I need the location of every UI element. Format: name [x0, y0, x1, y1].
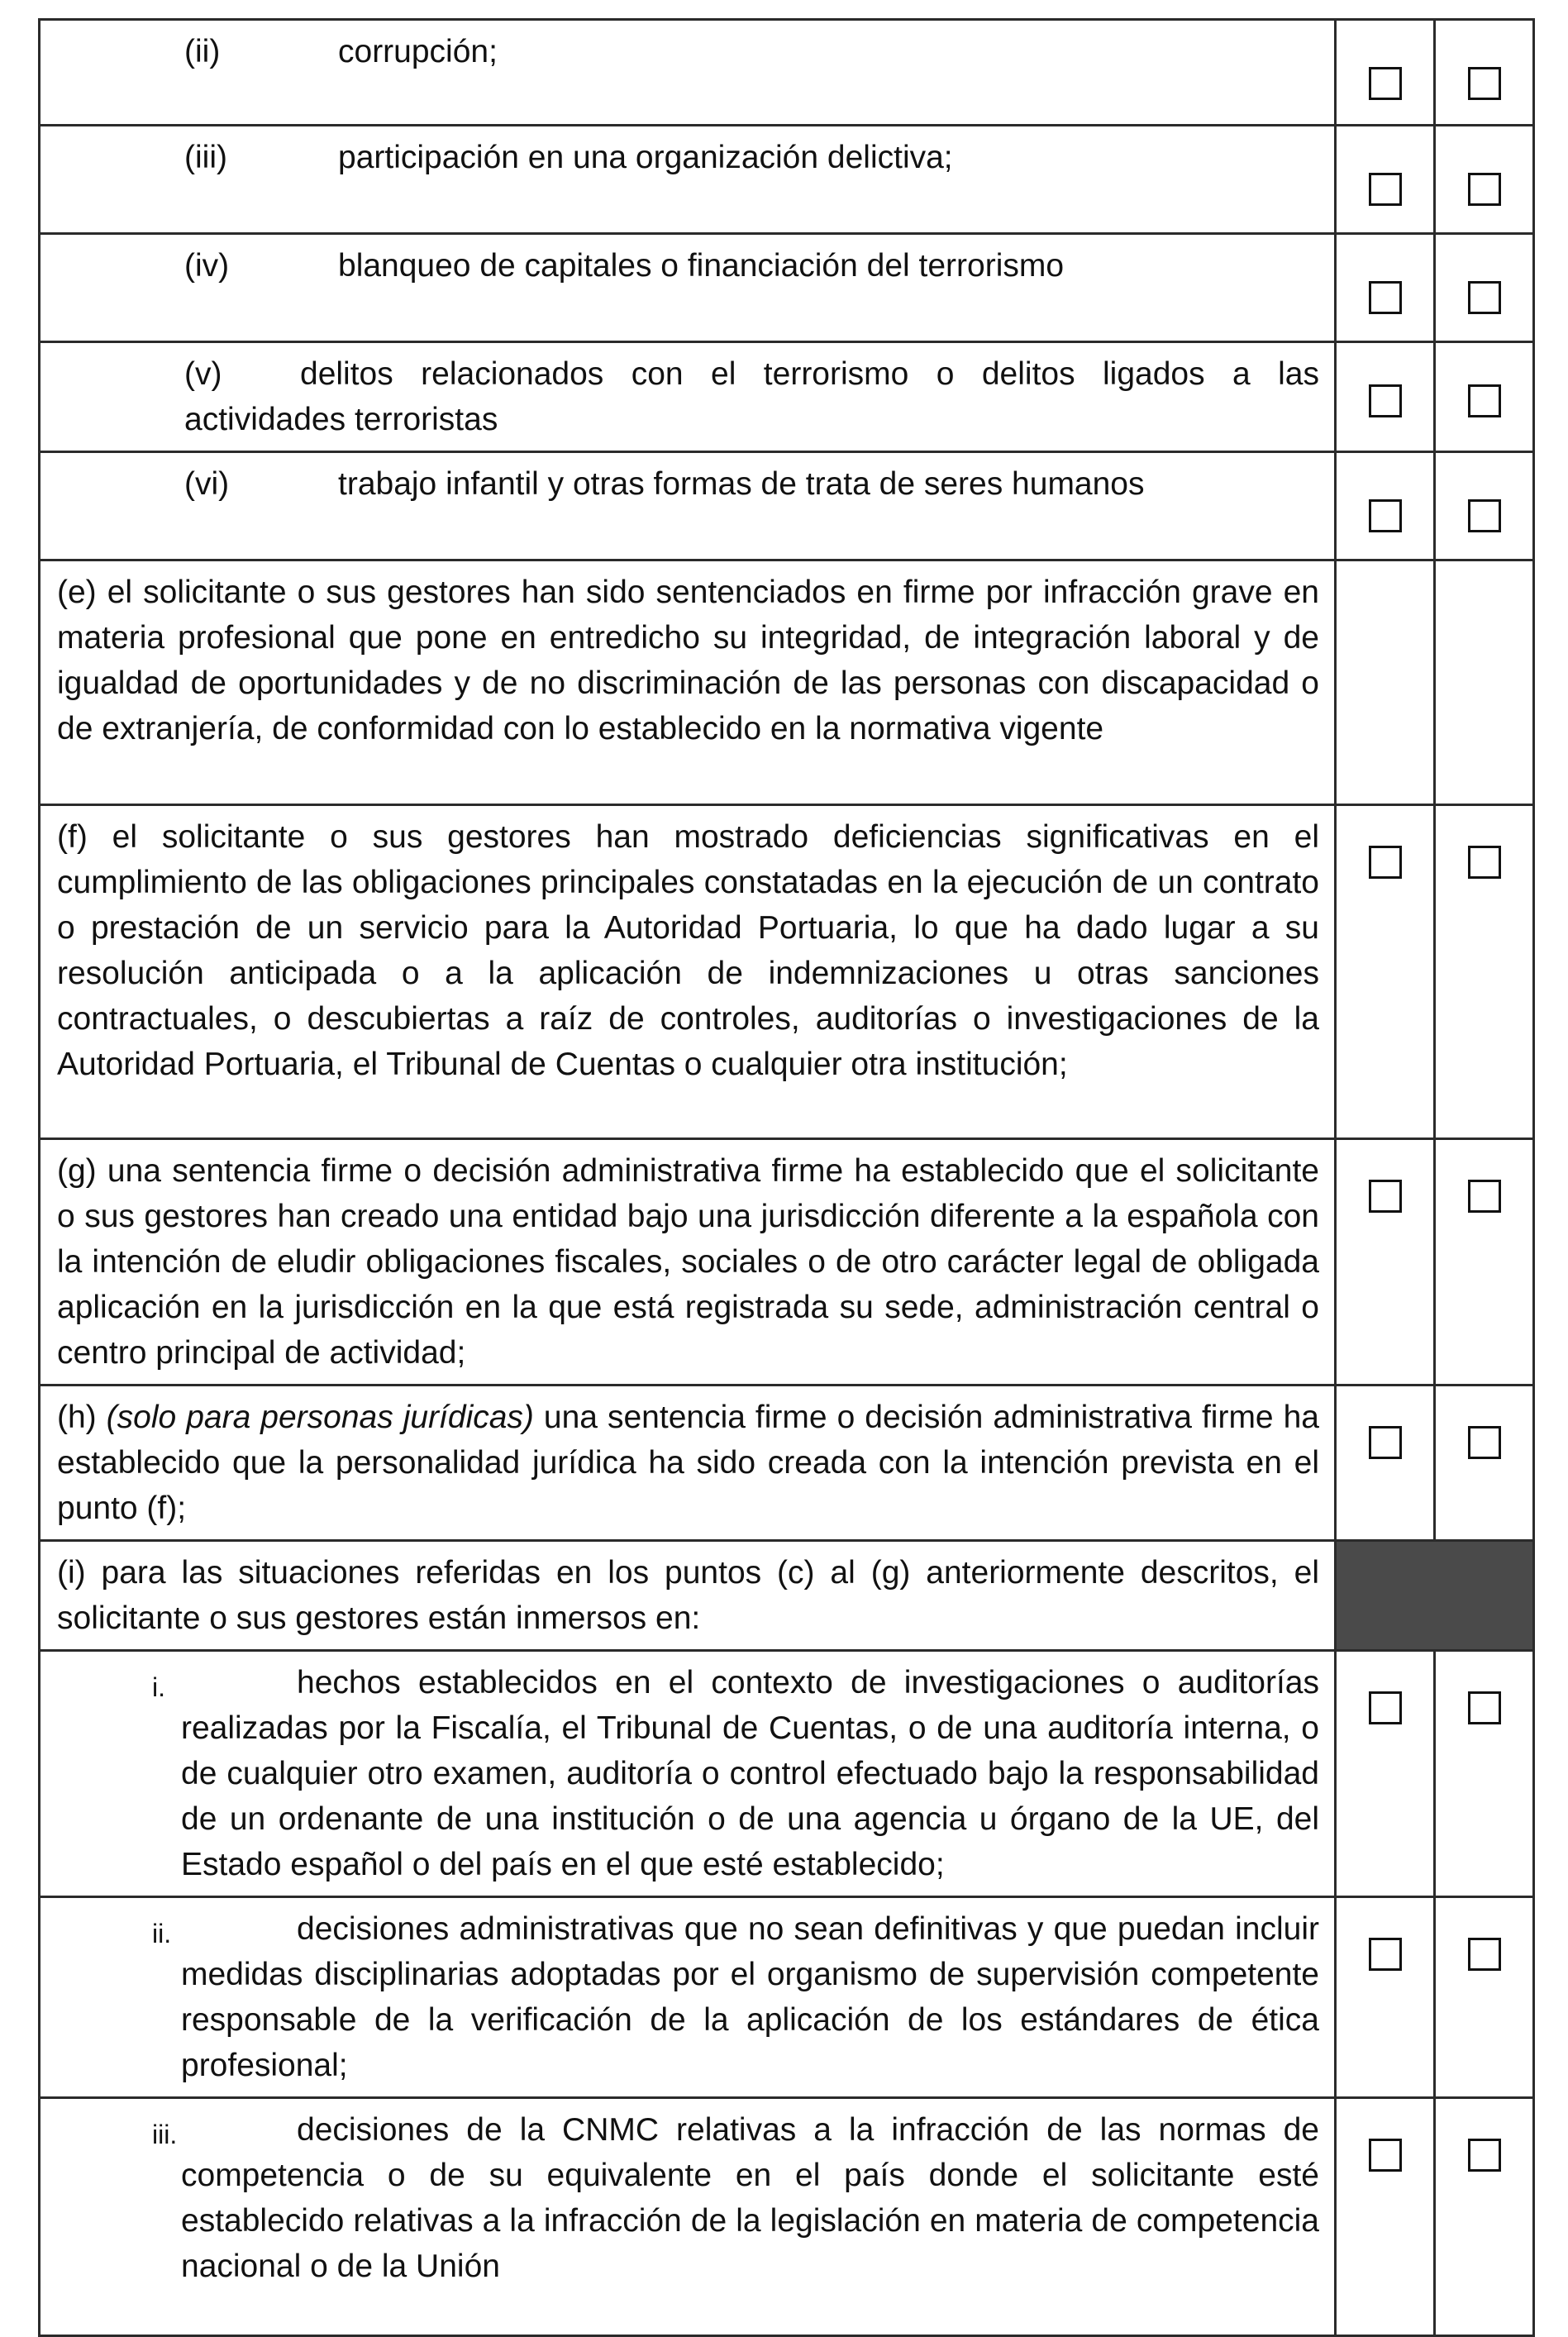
checkbox-yes[interactable]: [1369, 1180, 1402, 1213]
checkbox-no[interactable]: [1468, 173, 1501, 206]
item-marker: (v): [184, 356, 222, 392]
item-text: (i) para las situaciones referidas en los puntos (c) al (g) anteriormente descritos, el solicitante o sus gestores están inmersos en:: [57, 1555, 1319, 1636]
item-text: (f) el solicitante o sus gestores han mostrado deficiencias significativas en el cumplimiento de las obligaciones principales constatadas en la ejecución de un contrato o prestación de un servicio para la Autoridad Portuaria, lo que ha dado lugar a su resolución anticipada o a la aplicación de indemnizaciones u otras sanciones contractuales, o descubiertas a raíz de controles, auditorías o investigaciones de la Autoridad Portuaria, el Tribunal de Cuentas o cualquier otra institución;: [57, 819, 1319, 1082]
table-row: [40, 342, 1534, 452]
checkbox-no[interactable]: [1468, 846, 1501, 879]
checkbox-no[interactable]: [1468, 2139, 1501, 2172]
declaration-table: [38, 18, 1535, 2337]
checkbox-yes[interactable]: [1369, 1426, 1402, 1459]
checkbox-yes[interactable]: [1369, 384, 1402, 417]
table-row: [40, 1651, 1534, 1897]
table-row: [40, 560, 1534, 805]
table-row: [40, 2098, 1534, 2336]
item-text: una sentencia firme o decisión administrativa firme ha establecido que la personalidad jurídica ha sido creada con la intención prevista en el punto (f);: [57, 1400, 1319, 1526]
checkbox-yes[interactable]: [1369, 281, 1402, 314]
item-text: (e) el solicitante o sus gestores han sido sentenciados en firme por infracción grave en materia profesional que pone en entredicho su integridad, de integración laboral y de igualdad de oportunidades y de no discriminación de las personas con discapacidad o de extranjería, de conformidad con lo establecido en la normativa vigente: [57, 575, 1319, 746]
checkbox-no[interactable]: [1468, 499, 1501, 532]
checkbox-no[interactable]: [1468, 1691, 1501, 1724]
item-text: participación en una organización delictiva;: [338, 140, 953, 175]
item-text: (g) una sentencia firme o decisión administrativa firme ha establecido que el solicitante o sus gestores han creado una entidad bajo una jurisdicción diferente a la española con la intención de eludir obligaciones fiscales, sociales o de otro carácter legal de obligada aplicación en la jurisdicción en la que está registrada su sede, administración central o centro principal de actividad;: [57, 1153, 1319, 1371]
item-text: decisiones administrativas que no sean definitivas y que puedan incluir medidas disciplinarias adoptadas por el organismo de supervisión competente responsable de la verificación de la aplicación de los estándares de ética profesional;: [181, 1911, 1319, 2083]
item-marker: ii.: [152, 1919, 172, 1948]
item-marker: iii.: [152, 2120, 178, 2149]
checkbox-yes[interactable]: [1369, 2139, 1402, 2172]
item-marker: (vi): [184, 466, 230, 502]
table-row: [40, 452, 1534, 560]
checkbox-no[interactable]: [1468, 1426, 1501, 1459]
item-text: trabajo infantil y otras formas de trata de seres humanos: [338, 466, 1145, 502]
item-text: hechos establecidos en el contexto de investigaciones o auditorías realizadas por la Fiscalía, el Tribunal de Cuentas, o de una auditoría interna, o de cualquier otro examen, auditoría o control efectuado bajo la responsabilidad de un ordenante de una institución o de una agencia u órgano de la UE, del Estado español o del país en el que esté establecido;: [181, 1665, 1319, 1882]
checkbox-yes[interactable]: [1369, 499, 1402, 532]
table-row: [40, 1897, 1534, 2098]
item-marker: (ii): [184, 34, 221, 69]
checkbox-no[interactable]: [1468, 1938, 1501, 1971]
checkbox-yes[interactable]: [1369, 67, 1402, 100]
checkbox-no[interactable]: [1468, 67, 1501, 100]
checkbox-yes[interactable]: [1369, 1691, 1402, 1724]
item-prefix: (h): [57, 1400, 107, 1435]
checkbox-yes[interactable]: [1369, 1938, 1402, 1971]
checkbox-no[interactable]: [1468, 281, 1501, 314]
item-marker: (iv): [184, 248, 230, 284]
item-text: blanqueo de capitales o financiación del terrorismo: [338, 248, 1065, 284]
table-row: [40, 1139, 1534, 1386]
table-row: [40, 234, 1534, 342]
item-text: corrupción;: [338, 34, 498, 69]
table-row: [40, 1386, 1534, 1541]
item-text: delitos relacionados con el terrorismo o delitos ligados a las actividades terroristas: [184, 356, 1319, 437]
table-row: [40, 805, 1534, 1139]
checkbox-no[interactable]: [1468, 384, 1501, 417]
checkbox-yes[interactable]: [1369, 173, 1402, 206]
table-row: [40, 1541, 1534, 1651]
item-marker: i.: [152, 1672, 165, 1702]
item-italic-note: (solo para personas jurídicas): [106, 1400, 534, 1435]
checkbox-no[interactable]: [1468, 1180, 1501, 1213]
item-text: decisiones de la CNMC relativas a la infracción de las normas de competencia o de su equivalente en el país donde el solicitante esté establecido relativas a la infracción de la legislación en materia de competencia nacional o de la Unión: [181, 2112, 1319, 2284]
shaded-cell: [1336, 1541, 1534, 1651]
table-row: [40, 126, 1534, 234]
table-row: [40, 20, 1534, 126]
checkbox-yes[interactable]: [1369, 846, 1402, 879]
item-marker: (iii): [184, 140, 227, 175]
